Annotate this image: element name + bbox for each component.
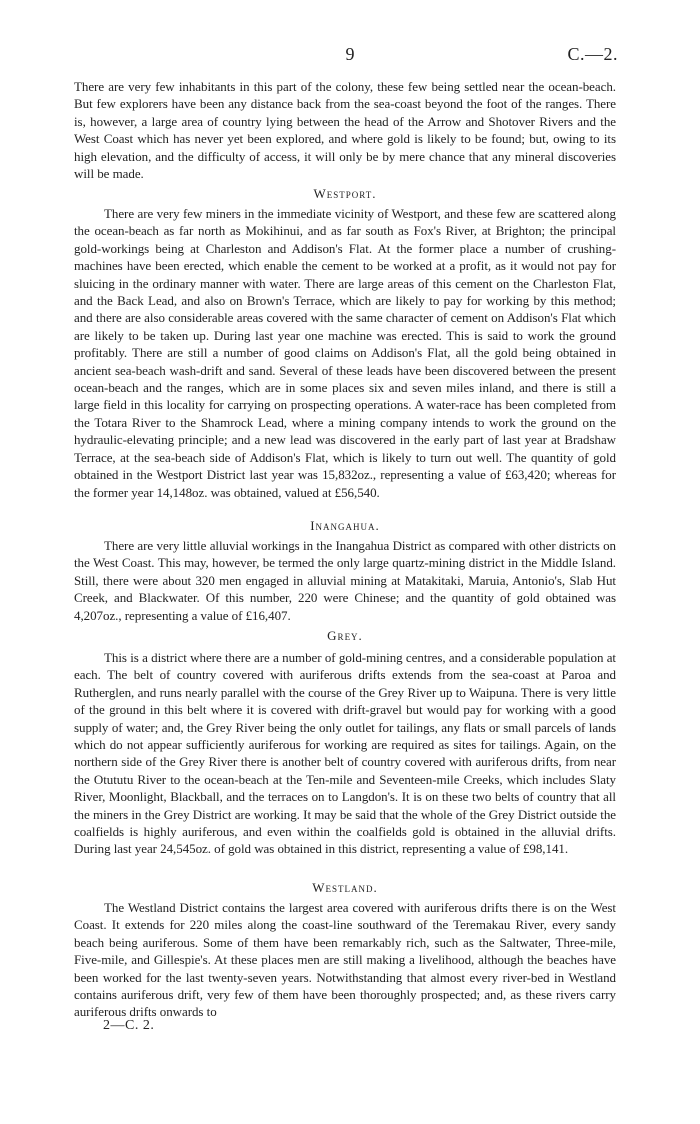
- page-number: 9: [345, 44, 355, 64]
- section-text: This is a district where there are a number of gold-mining centres, and a considerable population at each. The belt of country covered with auriferous drifts extends from the sea-coast at Paroa and Rutherglen, and runs nearly parallel with the course of the Grey River up to Waipuna. There is very little of the ground in this belt where it is covered with drift-gravel but would pay for working with a good supply of water; and, the Grey River being the only outlet for tailings, any flats or small parcels of lands which do not appear sufficiently auriferous for working are required as sites for tailings. Again, on the northern side of the Grey River there is another belt of country covered with auriferous drifts, from near the Otututu River to the ocean-beach at the Ten-mile and Seventeen-mile Creeks, which includes Slaty River, Moonlight, Blackball, and the terraces on to Langdon's. It is on these two belts of country that all the miners in the Grey District are working. It may be said that the whole of the Grey District outside the coalfields is highly auriferous, and even within the coalfields gold is obtained in the alluvial drifts. During last year 24,545oz. of gold was obtained in this district, representing a value of £98,141.: [74, 650, 616, 857]
- footer-signature: 2—C. 2.: [103, 1018, 155, 1033]
- section-text: The Westland District contains the largest area covered with auriferous drifts there is on the West Coast. It extends for 220 miles along the coast-line southward of the Teremakau River, every sandy beach being auriferous. Some of them have been remarkably rich, such as the Saltwater, Three-mile, Five-mile, and Gillespie's. At these places men are still making a livelihood, although the beaches have been worked for the last twenty-seven years. Notwithstanding that almost every river-bed in Westland contains auriferous drift, very few of them have been thoroughly prospected; and, as these rivers carry auriferous drifts onwards to: [74, 900, 616, 1020]
- section-grey: [74, 649, 616, 858]
- section-inangahua: [74, 537, 616, 624]
- section-heading-westport: Westport.: [313, 186, 377, 201]
- section-westland: [74, 899, 616, 1021]
- section-text: There are very little alluvial workings in the Inangahua District as compared with other districts on the West Coast. This may, however, be termed the only large quartz-mining district in the Middle Island. Still, there were about 320 men engaged in alluvial mining at Matakitaki, Maruia, Antonio's, Slab Hut Creek, and Blackwater. Of this number, 220 were Chinese; and the quantity of gold obtained was 4,207oz., representing a value of £16,407.: [74, 538, 616, 623]
- section-heading-westland: Westland.: [312, 880, 378, 895]
- section-heading-inangahua: Inangahua.: [310, 518, 380, 533]
- document-reference: C.—2.: [567, 44, 618, 64]
- intro-text: There are very few inhabitants in this part of the colony, these few being settled near the ocean-beach. But few explorers have been any distance back from the sea-coast beyond the foot of the ranges. There is, however, a large area of country lying between the head of the Arrow and Shotover Rivers and the West Coast which has never yet been explored, and where gold is likely to be found; but, owing to its high elevation, and the difficulty of access, it will only be by mere chance that any mineral discoveries will be made.: [74, 79, 616, 182]
- intro-paragraph: [74, 78, 616, 182]
- section-westport: [74, 205, 616, 501]
- section-heading-grey: Grey.: [327, 628, 363, 643]
- section-text: There are very few miners in the immediate vicinity of Westport, and these few are scattered along the ocean-beach as far north as Mokihinui, and as far south as Fox's River, at Brighton; the principal gold-workings being at Charleston and Addison's Flat. At the former place a number of crushing-machines have been erected, which enable the cement to be worked at a profit, as it would not pay for sluicing in the ordinary manner with water. There are large areas of this cement on the Charleston Flat, and the Back Lead, and also on Brown's Terrace, which are likely to pay for working by this method; and there are also considerable areas covered with the same character of cement on Addison's Flat which are likely to be taken up. During last year one machine was erected. This is said to work the ground profitably. There are still a number of good claims on Addison's Flat, all the gold being obtained in ancient sea-beach wash-drift and sand. Several of these leads have been discovered between the present ocean-beach and the ranges, which are in some places six and seven miles inland, and there is still a large field in this locality for carrying on prospecting operations. A water-race has been completed from the Totara River to the Shamrock Lead, where a mining company intends to work the ground on the hydraulic-elevating principle; and a new lead was discovered in the early part of last year at Bradshaw Terrace, at the sea-beach side of Addison's Flat, which is likely to turn out well. The quantity of gold obtained in the Westport District last year was 15,832oz., representing a value of £63,420; whereas for the former year 14,148oz. was obtained, valued at £56,540.: [74, 206, 616, 500]
